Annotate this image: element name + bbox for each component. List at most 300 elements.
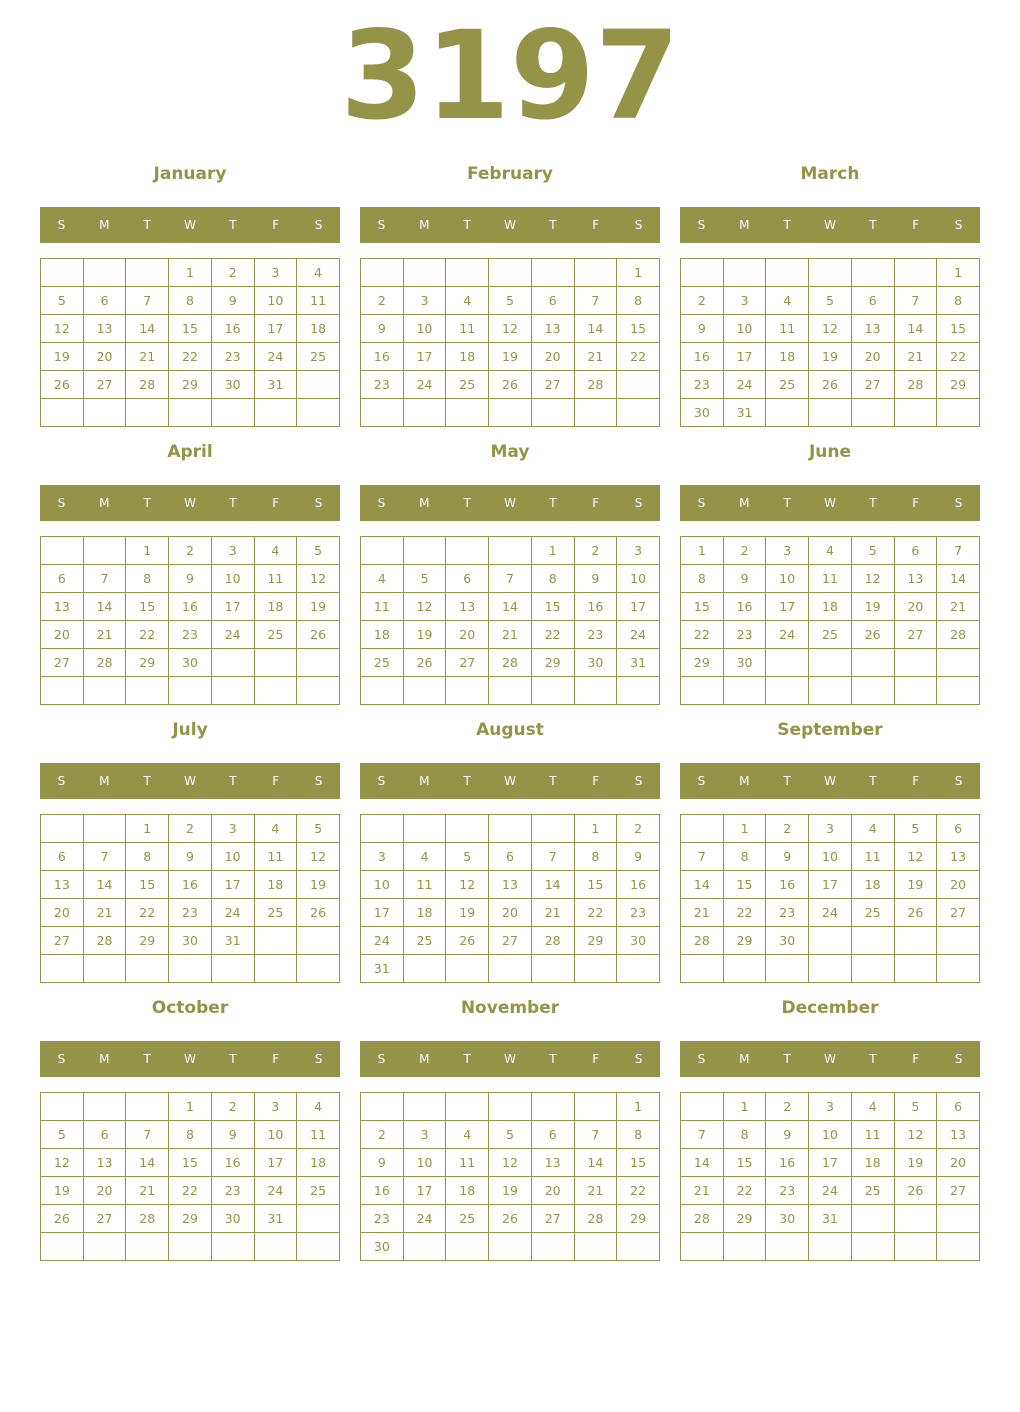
day-cell: 1 [681,537,724,565]
day-cell: 12 [297,843,340,871]
week-row [41,899,340,927]
week-row [361,1233,660,1261]
day-grid [40,258,340,427]
week-row [681,1121,980,1149]
day-cell [617,677,660,705]
weekday-header [360,1041,660,1077]
day-cell: 29 [723,927,766,955]
day-cell: 14 [574,315,617,343]
day-cell [851,677,894,705]
day-grid [40,1092,340,1261]
day-cell: 6 [937,815,980,843]
day-cell [169,1233,212,1261]
day-cell: 8 [723,1121,766,1149]
weekday-header [680,207,980,243]
weekday-header [680,763,980,799]
day-cell: 19 [41,1177,84,1205]
day-cell: 20 [937,871,980,899]
day-cell: 6 [894,537,937,565]
day-cell: 25 [446,371,489,399]
day-cell [681,955,724,983]
day-cell [41,1093,84,1121]
day-cell: 26 [809,371,852,399]
day-cell: 9 [723,565,766,593]
week-row [41,315,340,343]
month-name: December [781,998,879,1018]
day-cell [126,677,169,705]
weekday-label: F [912,1052,920,1066]
day-cell: 12 [297,565,340,593]
weekday-label: S [314,774,323,788]
day-cell [531,815,574,843]
day-cell [297,927,340,955]
day-cell: 15 [617,315,660,343]
weekday-label: W [504,774,516,788]
weekday-label: F [272,1052,280,1066]
weekday-label: M [739,496,750,510]
day-cell [403,955,446,983]
day-cell: 8 [126,843,169,871]
day-cell: 6 [41,565,84,593]
day-cell: 11 [254,843,297,871]
weekday-label: S [954,1052,963,1066]
day-cell: 24 [211,899,254,927]
day-cell: 10 [211,843,254,871]
day-cell: 16 [723,593,766,621]
day-cell [41,677,84,705]
day-cell: 10 [403,315,446,343]
week-row [41,593,340,621]
day-cell: 19 [894,871,937,899]
day-cell [254,1233,297,1261]
day-cell: 14 [574,1149,617,1177]
day-cell: 12 [809,315,852,343]
day-cell [809,955,852,983]
week-row [361,927,660,955]
day-cell [41,537,84,565]
day-cell: 30 [681,399,724,427]
weekday-label: T [229,1052,237,1066]
weekday-label: W [504,496,516,510]
day-cell [169,955,212,983]
weekday-label: S [57,1052,66,1066]
week-row [41,565,340,593]
day-cell: 29 [126,927,169,955]
day-cell: 22 [169,343,212,371]
day-cell [489,537,532,565]
day-cell: 29 [169,371,212,399]
day-cell: 24 [361,927,404,955]
weekday-label: F [272,774,280,788]
week-row [41,1149,340,1177]
day-cell: 20 [851,343,894,371]
day-cell [851,1205,894,1233]
day-cell [894,399,937,427]
day-cell: 3 [361,843,404,871]
day-cell [83,537,126,565]
week-row [361,1205,660,1233]
day-cell: 7 [937,537,980,565]
day-cell: 18 [851,871,894,899]
day-cell [809,677,852,705]
day-cell [126,1233,169,1261]
day-cell: 12 [41,1149,84,1177]
day-cell: 7 [894,287,937,315]
weekday-label: T [463,774,471,788]
day-cell: 5 [894,1093,937,1121]
day-cell [254,677,297,705]
week-row [41,955,340,983]
day-cell: 4 [446,1121,489,1149]
week-row [681,1177,980,1205]
day-cell: 8 [574,843,617,871]
week-row [361,1121,660,1149]
weekday-label: S [634,774,643,788]
day-cell: 19 [403,621,446,649]
weekday-label: T [549,774,557,788]
weekday-label: F [592,218,600,232]
day-cell: 3 [403,1121,446,1149]
day-cell [254,955,297,983]
day-cell: 10 [361,871,404,899]
week-row [681,815,980,843]
day-cell: 7 [574,287,617,315]
day-cell: 22 [617,1177,660,1205]
day-cell [169,399,212,427]
day-cell: 31 [361,955,404,983]
day-cell [254,649,297,677]
week-row [681,649,980,677]
day-cell [617,399,660,427]
day-cell: 30 [723,649,766,677]
day-cell: 29 [617,1205,660,1233]
day-cell: 30 [574,649,617,677]
day-cell: 7 [531,843,574,871]
day-cell [126,1093,169,1121]
day-cell: 15 [169,315,212,343]
day-cell: 22 [723,1177,766,1205]
weekday-label: W [824,218,836,232]
weekday-header [680,1041,980,1077]
week-row [681,315,980,343]
day-cell [361,399,404,427]
weekday-label: S [314,1052,323,1066]
weekday-label: M [739,774,750,788]
weekday-label: T [463,1052,471,1066]
day-cell: 3 [254,1093,297,1121]
day-cell: 5 [41,1121,84,1149]
day-cell: 10 [809,843,852,871]
day-grid [680,536,980,705]
day-cell: 30 [766,927,809,955]
day-cell: 12 [894,843,937,871]
day-cell: 31 [617,649,660,677]
day-cell [489,399,532,427]
day-cell: 5 [489,1121,532,1149]
day-cell [937,399,980,427]
week-row [361,537,660,565]
day-grid [360,814,660,983]
day-cell: 9 [574,565,617,593]
day-cell: 14 [681,871,724,899]
week-row [361,955,660,983]
week-row [361,259,660,287]
day-cell: 6 [446,565,489,593]
weekday-label: S [697,496,706,510]
day-cell: 22 [723,899,766,927]
day-cell: 29 [169,1205,212,1233]
day-cell: 1 [531,537,574,565]
week-row [41,649,340,677]
week-row [361,1177,660,1205]
day-cell [297,371,340,399]
day-cell: 22 [574,899,617,927]
day-cell: 27 [531,371,574,399]
day-cell: 26 [851,621,894,649]
day-cell: 25 [297,1177,340,1205]
day-cell: 14 [126,315,169,343]
day-cell: 24 [809,899,852,927]
day-cell: 6 [531,1121,574,1149]
day-cell [446,537,489,565]
day-cell: 4 [297,259,340,287]
day-cell: 7 [681,843,724,871]
day-cell: 29 [937,371,980,399]
day-cell: 5 [297,537,340,565]
day-cell: 11 [361,593,404,621]
day-cell: 12 [41,315,84,343]
week-row [681,899,980,927]
weekday-label: T [783,774,791,788]
day-cell: 13 [531,1149,574,1177]
week-row [361,315,660,343]
day-cell: 24 [254,1177,297,1205]
day-cell [41,815,84,843]
weekday-label: W [184,496,196,510]
day-cell [41,1233,84,1261]
day-cell: 30 [169,927,212,955]
day-cell: 28 [83,649,126,677]
day-cell: 22 [126,621,169,649]
day-cell: 11 [851,843,894,871]
day-cell: 22 [617,343,660,371]
day-cell [937,1205,980,1233]
day-cell: 25 [851,899,894,927]
day-cell: 28 [489,649,532,677]
day-cell: 20 [83,1177,126,1205]
weekday-label: F [592,774,600,788]
week-row [361,399,660,427]
day-cell [126,955,169,983]
day-cell: 25 [254,899,297,927]
week-row [361,677,660,705]
day-cell: 16 [766,1149,809,1177]
day-cell: 27 [83,371,126,399]
day-cell: 14 [489,593,532,621]
day-cell [211,1233,254,1261]
day-cell: 1 [723,815,766,843]
week-row [681,677,980,705]
day-cell [83,1093,126,1121]
weekday-label: M [739,1052,750,1066]
day-cell: 14 [894,315,937,343]
day-cell: 15 [723,871,766,899]
day-cell: 2 [766,815,809,843]
day-cell: 23 [766,899,809,927]
day-cell: 11 [297,287,340,315]
day-cell: 23 [723,621,766,649]
day-cell: 31 [254,1205,297,1233]
weekday-label: T [143,1052,151,1066]
day-cell [851,927,894,955]
day-cell [531,259,574,287]
day-cell: 8 [169,1121,212,1149]
day-cell: 12 [489,1149,532,1177]
week-row [361,1149,660,1177]
weekday-label: M [419,1052,430,1066]
day-cell: 19 [851,593,894,621]
day-cell: 20 [41,621,84,649]
day-cell [766,955,809,983]
weekday-label: M [99,1052,110,1066]
day-cell [617,371,660,399]
day-cell: 15 [126,871,169,899]
day-cell: 3 [254,259,297,287]
month-name: January [153,164,227,184]
day-cell: 20 [531,1177,574,1205]
weekday-label: T [783,496,791,510]
day-cell: 23 [617,899,660,927]
weekday-header [40,207,340,243]
day-cell: 12 [489,315,532,343]
weekday-label: T [549,218,557,232]
week-row [41,843,340,871]
day-cell: 15 [681,593,724,621]
day-cell: 29 [574,927,617,955]
day-cell: 7 [126,287,169,315]
day-cell: 30 [617,927,660,955]
week-row [681,927,980,955]
day-cell: 26 [489,1205,532,1233]
weekday-label: T [463,218,471,232]
day-cell: 19 [297,593,340,621]
day-cell [894,1233,937,1261]
day-cell: 27 [851,371,894,399]
day-cell: 3 [211,537,254,565]
day-cell: 15 [126,593,169,621]
weekday-label: T [783,218,791,232]
weekday-label: T [143,774,151,788]
day-cell: 21 [574,1177,617,1205]
weekday-label: F [592,1052,600,1066]
day-cell: 6 [937,1093,980,1121]
weekday-label: W [824,496,836,510]
day-cell [403,1233,446,1261]
day-cell [297,399,340,427]
day-cell: 21 [531,899,574,927]
week-row [681,371,980,399]
day-cell [83,1233,126,1261]
day-cell: 3 [766,537,809,565]
day-cell [489,677,532,705]
day-cell: 13 [41,593,84,621]
day-cell: 10 [254,287,297,315]
day-cell: 26 [297,621,340,649]
day-cell: 23 [169,899,212,927]
day-cell: 17 [403,1177,446,1205]
week-row [361,649,660,677]
day-cell: 17 [809,871,852,899]
week-row [41,537,340,565]
weekday-label: T [229,774,237,788]
day-cell: 3 [809,1093,852,1121]
day-cell: 9 [681,315,724,343]
day-cell: 8 [617,287,660,315]
day-cell [766,399,809,427]
day-cell [403,677,446,705]
day-cell [489,815,532,843]
weekday-label: T [869,496,877,510]
weekday-label: T [549,496,557,510]
day-cell: 17 [254,315,297,343]
weekday-label: S [634,1052,643,1066]
day-cell: 12 [403,593,446,621]
day-cell [574,1093,617,1121]
day-cell [446,259,489,287]
day-cell: 26 [894,1177,937,1205]
day-cell [297,649,340,677]
day-cell [937,1233,980,1261]
day-cell: 13 [851,315,894,343]
day-cell: 18 [297,1149,340,1177]
day-cell: 24 [617,621,660,649]
day-cell: 21 [681,1177,724,1205]
day-cell: 11 [851,1121,894,1149]
day-cell: 28 [83,927,126,955]
day-cell: 15 [531,593,574,621]
day-cell: 11 [254,565,297,593]
day-cell: 10 [809,1121,852,1149]
day-cell: 7 [83,565,126,593]
day-cell: 12 [894,1121,937,1149]
day-cell: 23 [574,621,617,649]
weekday-header [360,763,660,799]
day-cell: 10 [766,565,809,593]
week-row [361,621,660,649]
day-cell: 7 [489,565,532,593]
day-cell: 11 [809,565,852,593]
day-cell: 1 [723,1093,766,1121]
day-cell [41,399,84,427]
day-cell: 18 [446,343,489,371]
day-cell: 21 [894,343,937,371]
weekday-label: S [377,1052,386,1066]
day-cell: 18 [446,1177,489,1205]
week-row [41,1233,340,1261]
day-cell [403,399,446,427]
day-cell: 17 [723,343,766,371]
day-cell [766,677,809,705]
day-cell: 17 [809,1149,852,1177]
day-cell: 22 [937,343,980,371]
weekday-label: M [739,218,750,232]
day-cell: 4 [809,537,852,565]
day-cell [574,955,617,983]
day-cell [211,955,254,983]
day-cell [403,1093,446,1121]
week-row [681,565,980,593]
day-cell: 26 [41,1205,84,1233]
